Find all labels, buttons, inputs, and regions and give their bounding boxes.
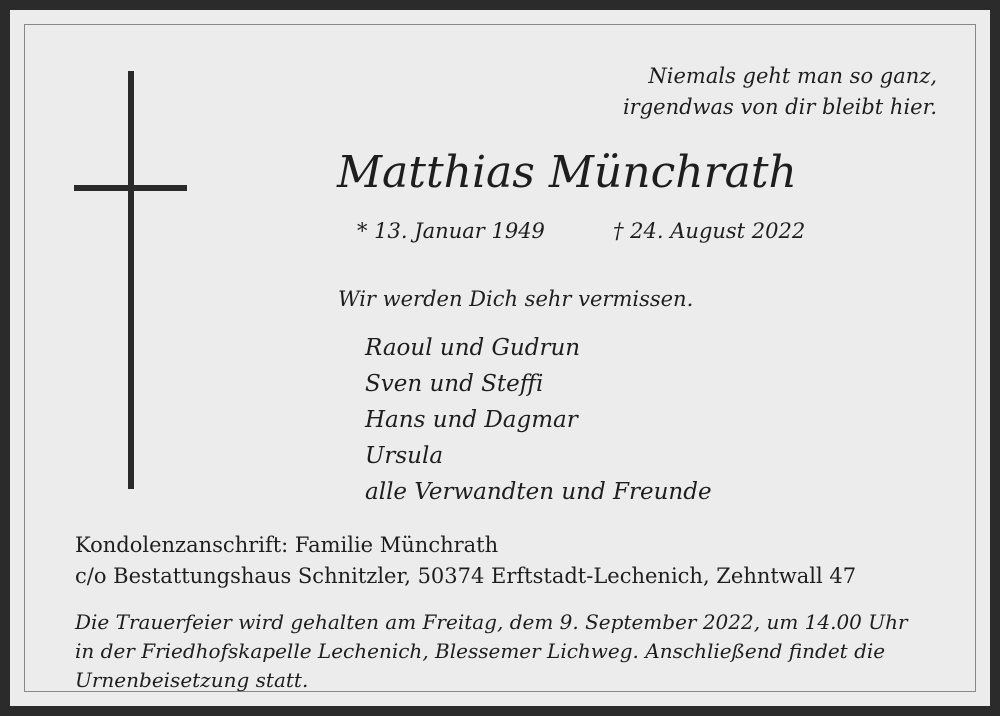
motto-line-2: irgendwas von dir bleibt hier.: [622, 95, 937, 119]
mourner-item: Ursula: [365, 443, 444, 469]
cross-vertical-bar: [128, 71, 134, 489]
funeral-notice-line-2: in der Friedhofskapelle Lechenich, Blessemer Lichweg. Anschließend findet die: [75, 639, 886, 663]
condolence-address-line-1: Kondolenzanschrift: Familie Münchrath: [75, 533, 499, 557]
farewell-message: Wir werden Dich sehr vermissen.: [338, 287, 694, 311]
funeral-notice-line-3: Urnenbeisetzung statt.: [75, 668, 309, 692]
mourners-list: [365, 330, 712, 510]
mourner-item: Hans und Dagmar: [365, 407, 578, 433]
mourner-item: Sven und Steffi: [365, 371, 544, 397]
obituary-border: [24, 24, 976, 692]
funeral-notice: [75, 608, 908, 695]
funeral-notice-line-1: Die Trauerfeier wird gehalten am Freitag, dem 9. September 2022, um 14.00 Uhr: [75, 610, 908, 634]
birth-date: * 13. Januar 1949: [357, 219, 545, 243]
cross-horizontal-bar: [74, 185, 187, 191]
deceased-name: Matthias Münchrath: [337, 147, 797, 198]
obituary-card: [10, 10, 990, 706]
motto-line-1: Niemals geht man so ganz,: [648, 64, 937, 88]
motto: [623, 61, 937, 123]
death-date: † 24. August 2022: [613, 219, 806, 243]
condolence-address-line-2: c/o Bestattungshaus Schnitzler, 50374 Erftstadt-Lechenich, Zehntwall 47: [75, 564, 857, 588]
mourner-item: alle Verwandten und Freunde: [365, 479, 712, 505]
condolence-address: [75, 530, 856, 592]
mourner-item: Raoul und Gudrun: [365, 335, 581, 361]
